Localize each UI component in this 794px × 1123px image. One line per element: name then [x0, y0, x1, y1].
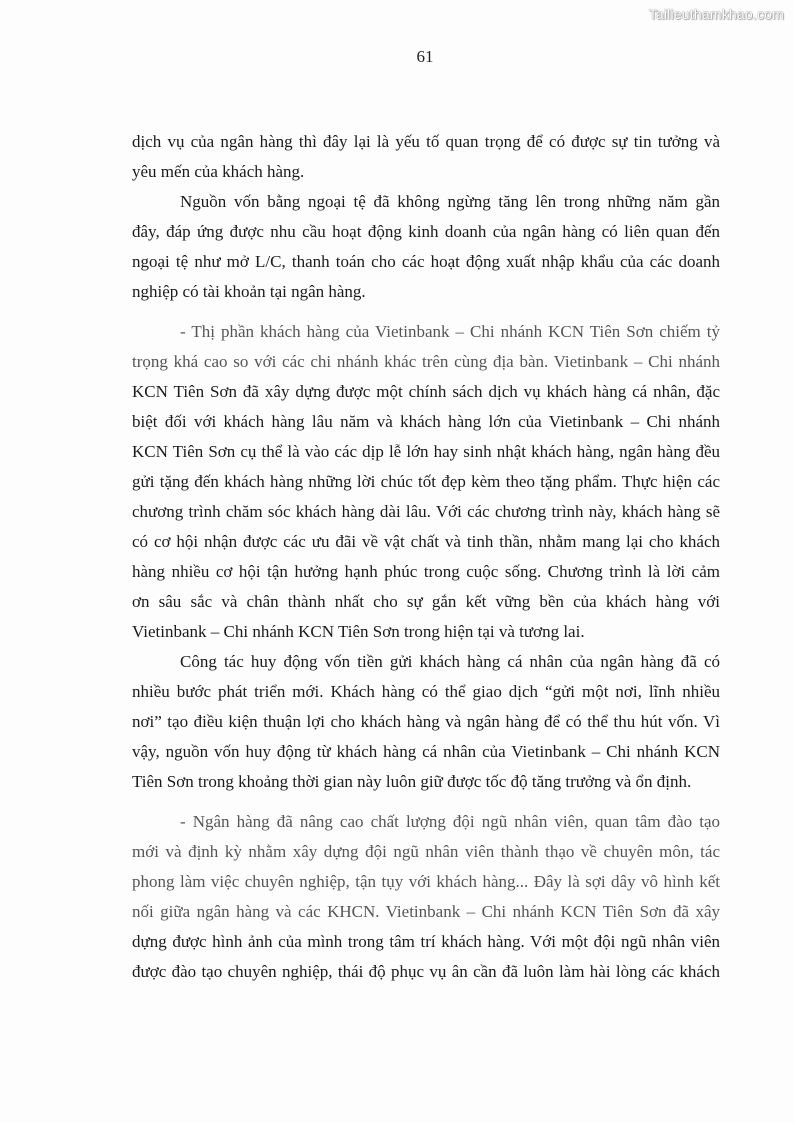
text-line: chương trình chăm sóc khách hàng dài lâu. Với các chương trình này, khách hàng sẽ: [132, 502, 720, 521]
text-line: Vietinbank – Chi nhánh KCN Tiên Sơn trong hiện tại và tương lai.: [132, 622, 585, 641]
text-line: nơi” tạo điều kiện thuận lợi cho khách hàng và ngân hàng để có thể thu hút vốn. Vì: [132, 712, 720, 731]
text-line: yêu mến của khách hàng.: [132, 162, 305, 181]
text-line: KCN Tiên Sơn đã xây dựng được một chính sách dịch vụ khách hàng cá nhân, đặc: [132, 382, 720, 401]
text-line: được đào tạo chuyên nghiệp, thái độ phục vụ ân cần đã luôn làm hài lòng các khách: [132, 962, 720, 981]
watermark: Tailieuthamkhao.com: [648, 6, 784, 22]
page-number: 61: [416, 47, 434, 66]
text-line: Công tác huy động vốn tiền gửi khách hàng cá nhân của ngân hàng đã có: [180, 652, 720, 671]
text-line: nối giữa ngân hàng và các KHCN. Vietinbank – Chi nhánh KCN Tiên Sơn đã xây: [132, 902, 720, 921]
text-line: Nguồn vốn bằng ngoại tệ đã không ngừng tăng lên trong những năm gần: [180, 192, 720, 211]
text-line: - Ngân hàng đã nâng cao chất lượng đội ngũ nhân viên, quan tâm đào tạo: [180, 812, 720, 831]
text-line: - Thị phần khách hàng của Vietinbank – Chi nhánh KCN Tiên Sơn chiếm tỷ: [180, 322, 720, 341]
text-line: mới và định kỳ nhằm xây dựng đội ngũ nhân viên thành thạo về chuyên môn, tác: [132, 842, 720, 861]
text-line: gửi tặng đến khách hàng những lời chúc tốt đẹp kèm theo tặng phẩm. Thực hiện các: [132, 472, 720, 491]
text-line: vậy, nguồn vốn huy động từ khách hàng cá nhân của Vietinbank – Chi nhánh KCN: [132, 742, 720, 761]
text-line: trọng khá cao so với các chi nhánh khác trên cùng địa bàn. Vietinbank – Chi nhánh: [132, 352, 720, 371]
text-line: dựng được hình ảnh của mình trong tâm trí khách hàng. Với một đội ngũ nhân viên: [132, 932, 720, 951]
text-line: đây, đáp ứng được nhu cầu hoạt động kinh doanh của ngân hàng có liên quan đến: [132, 222, 720, 241]
text-line: biệt đối với khách hàng lâu năm và khách hàng lớn của Vietinbank – Chi nhánh: [132, 412, 720, 431]
text-line: nhiều bước phát triển mới. Khách hàng có thể giao dịch “gửi một nơi, lĩnh nhiều: [132, 682, 720, 701]
text-line: ngoại tệ như mở L/C, thanh toán cho các hoạt động xuất nhập khẩu của các doanh: [132, 252, 720, 271]
text-line: phong làm việc chuyên nghiệp, tận tụy với khách hàng... Đây là sợi dây vô hình kết: [132, 872, 720, 891]
text-line: có cơ hội nhận được các ưu đãi về vật chất và tinh thần, nhằm mang lại cho khách: [132, 532, 720, 551]
text-line: Tiên Sơn trong khoảng thời gian này luôn giữ được tốc độ tăng trưởng và ổn định.: [132, 772, 692, 791]
text-line: dịch vụ của ngân hàng thì đây lại là yếu tố quan trọng để có được sự tin tưởng và: [132, 132, 720, 151]
text-line: KCN Tiên Sơn cụ thể là vào các dịp lễ lớn hay sinh nhật khách hàng, ngân hàng đều: [132, 442, 720, 461]
text-line: nghiệp có tài khoản tại ngân hàng.: [132, 282, 366, 301]
text-line: ơn sâu sắc và chân thành nhất cho sự gắn kết vững bền của khách hàng với: [132, 592, 720, 611]
text-line: hàng nhiều cơ hội tận hưởng hạnh phúc trong cuộc sống. Chương trình là lời cảm: [132, 562, 720, 581]
